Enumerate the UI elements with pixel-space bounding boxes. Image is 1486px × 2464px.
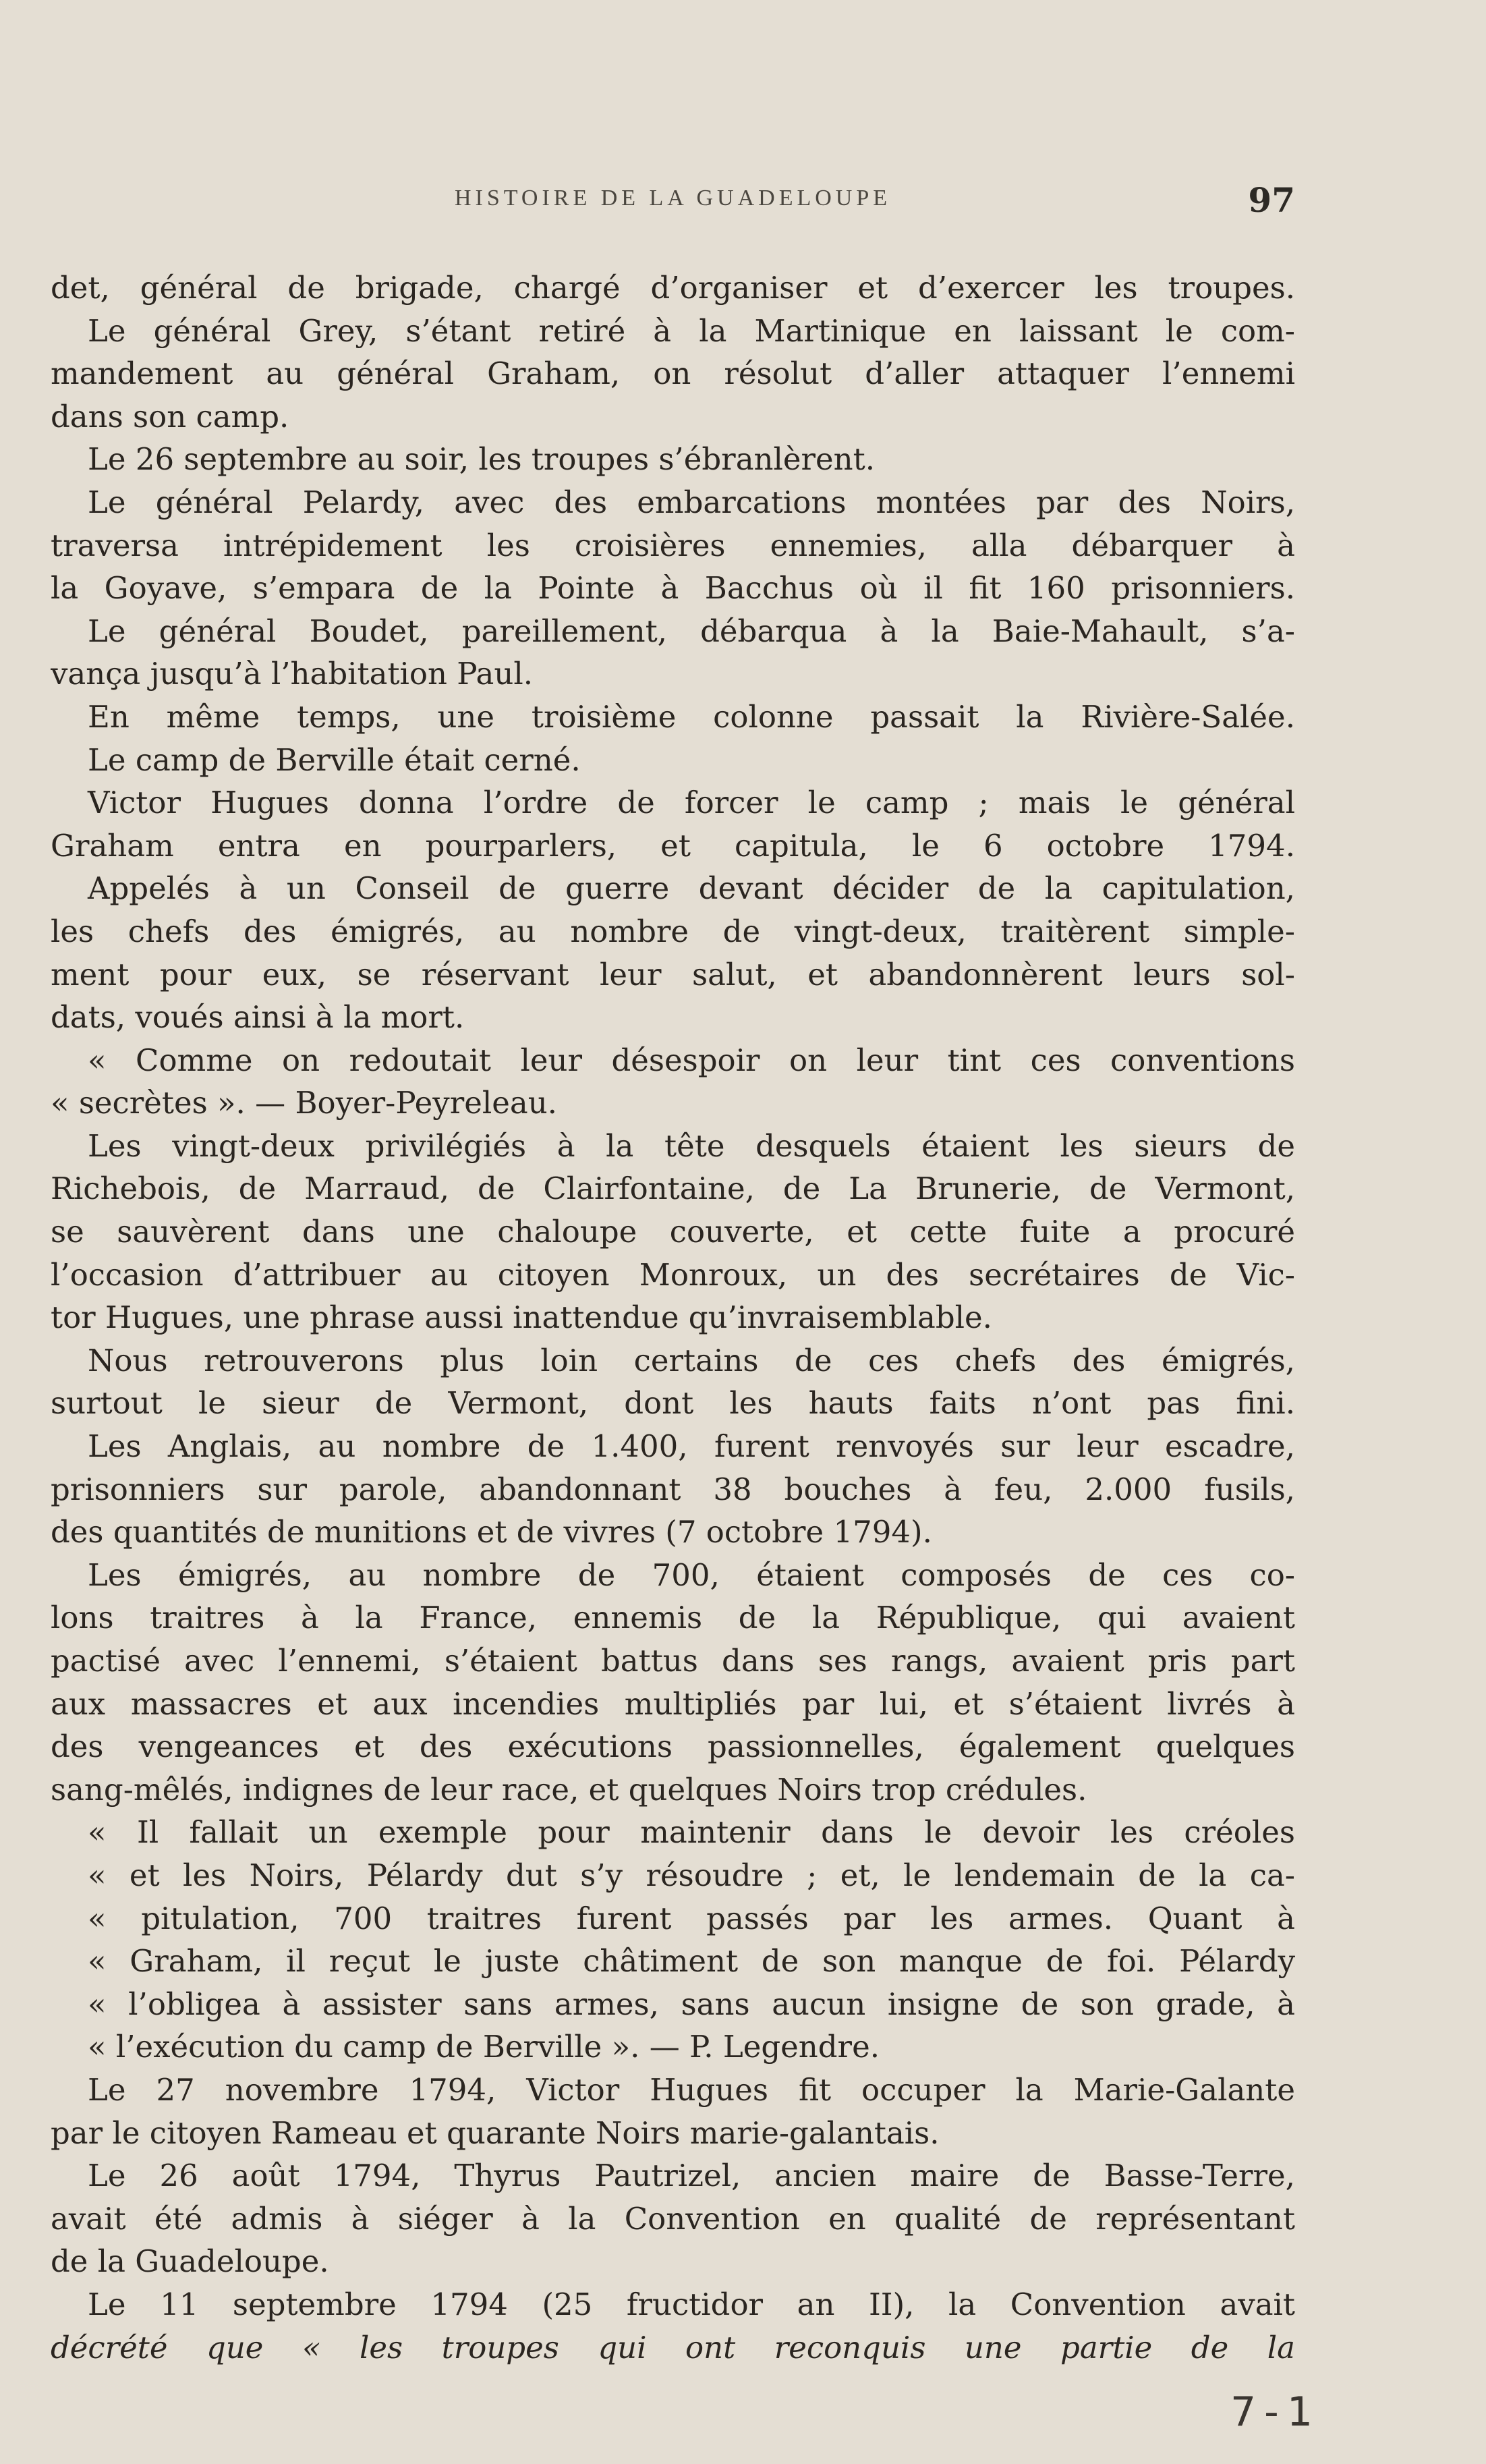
text-line: Le camp de Berville était cerné.	[88, 741, 581, 778]
text-line: « Graham, il reçut le juste châtiment de son manque de foi. Pélardy	[88, 1943, 1295, 1980]
text-line: dats, voués ainsi à la mort.	[51, 999, 465, 1036]
text-line: Graham entra en pourparlers, et capitula, le 6 octobre 1794.	[51, 827, 1295, 864]
text-line: par le citoyen Rameau et quarante Noirs marie-galantais.	[51, 2115, 940, 2151]
text-line: Les émigrés, au nombre de 700, étaient composés de ces co-	[88, 1557, 1295, 1593]
text-line: Nous retrouverons plus loin certains de ces chefs des émigrés,	[88, 1342, 1295, 1378]
text-line: Le général Boudet, pareillement, débarqua à la Baie-Mahault, s’a-	[88, 613, 1295, 649]
text-line: Le 26 septembre au soir, les troupes s’ébranlèrent.	[88, 441, 876, 478]
body-text	[51, 267, 1295, 2369]
running-title: HISTOIRE DE LA GUADELOUPE	[454, 186, 892, 211]
text-line: prisonniers sur parole, abandonnant 38 bouches à feu, 2.000 fusils,	[51, 1471, 1295, 1507]
text-line: la Goyave, s’empara de la Pointe à Bacchus où il fit 160 prisonniers.	[51, 570, 1295, 607]
text-line: de la Guadeloupe.	[51, 2243, 329, 2280]
text-line: des quantités de munitions et de vivres (7 octobre 1794).	[51, 1514, 932, 1550]
text-line: décrété que « les troupes qui ont reconquis une partie de la	[51, 2329, 1295, 2365]
text-line: Le 26 août 1794, Thyrus Pautrizel, ancien maire de Basse-Terre,	[88, 2158, 1295, 2194]
text-line: aux massacres et aux incendies multipliés par lui, et s’étaient livrés à	[51, 1685, 1295, 1722]
text-line: « l’exécution du camp de Berville ». — P. Legendre.	[88, 2029, 880, 2065]
page-number: 97	[1248, 180, 1295, 220]
text-line: traversa intrépidement les croisières ennemies, alla débarquer à	[51, 527, 1295, 563]
page-header	[51, 180, 1295, 226]
text-line: « l’obligea à assister sans armes, sans aucun insigne de son grade, à	[88, 1986, 1295, 2022]
text-line: Appelés à un Conseil de guerre devant décider de la capitulation,	[88, 870, 1295, 907]
text-line: « pitulation, 700 traitres furent passés par les armes. Quant à	[88, 1900, 1295, 1936]
text-line: Les vingt-deux privilégiés à la tête desquels étaient les sieurs de	[88, 1127, 1295, 1164]
text-line: « Il fallait un exemple pour maintenir dans le devoir les créoles	[88, 1814, 1295, 1851]
text-line: « et les Noirs, Pélardy dut s’y résoudre ; et, le lendemain de la ca-	[88, 1857, 1295, 1893]
text-line: lons traitres à la France, ennemis de la République, qui avaient	[51, 1600, 1295, 1636]
text-line: En même temps, une troisième colonne passait la Rivière-Salée.	[88, 698, 1295, 735]
text-line: dans son camp.	[51, 398, 289, 435]
text-line: tor Hugues, une phrase aussi inattendue qu’invraisemblable.	[51, 1299, 992, 1336]
text-line: Le 27 novembre 1794, Victor Hugues fit occuper la Marie-Galante	[88, 2071, 1295, 2108]
text-line: des vengeances et des exécutions passionnelles, également quelques	[51, 1729, 1295, 1765]
text-line: det, général de brigade, chargé d’organiser et d’exercer les troupes.	[51, 270, 1295, 306]
text-line: Les Anglais, au nombre de 1.400, furent renvoyés sur leur escadre,	[88, 1428, 1295, 1465]
text-line: avait été admis à siéger à la Convention en qualité de représentant	[51, 2200, 1295, 2237]
text-line: ment pour eux, se réservant leur salut, et abandonnèrent leurs sol-	[51, 956, 1295, 992]
text-line: sang-mêlés, indignes de leur race, et quelques Noirs trop crédules.	[51, 1771, 1087, 1808]
text-line: « secrètes ». — Boyer-Peyreleau.	[51, 1085, 557, 1121]
text-line: l’occasion d’attribuer au citoyen Monroux, un des secrétaires de Vic-	[51, 1256, 1295, 1293]
text-line: surtout le sieur de Vermont, dont les hauts faits n’ont pas fini.	[51, 1385, 1295, 1422]
text-line: Le général Grey, s’étant retiré à la Martinique en laissant le com-	[88, 312, 1295, 349]
text-line: Richebois, de Marraud, de Clairfontaine, de La Brunerie, de Vermont,	[51, 1171, 1295, 1207]
text-line: Le 11 septembre 1794 (25 fructidor an II), la Convention avait	[88, 2286, 1295, 2322]
text-line: Le général Pelardy, avec des embarcations montées par des Noirs,	[88, 484, 1295, 520]
text-line: vança jusqu’à l’habitation Paul.	[51, 656, 534, 692]
text-line: « Comme on redoutait leur désespoir on leur tint ces conventions	[88, 1042, 1295, 1078]
text-line: pactisé avec l’ennemi, s’étaient battus dans ses rangs, avaient pris part	[51, 1643, 1295, 1679]
text-line: se sauvèrent dans une chaloupe couverte, et cette fuite a procuré	[51, 1214, 1295, 1250]
text-line: Victor Hugues donna l’ordre de forcer le camp ; mais le général	[88, 785, 1295, 821]
folio-mark: 7-1	[1230, 2388, 1321, 2436]
text-line: mandement au général Graham, on résolut d’aller attaquer l’ennemi	[51, 356, 1295, 392]
text-line: les chefs des émigrés, au nombre de vingt-deux, traitèrent simple-	[51, 913, 1295, 949]
